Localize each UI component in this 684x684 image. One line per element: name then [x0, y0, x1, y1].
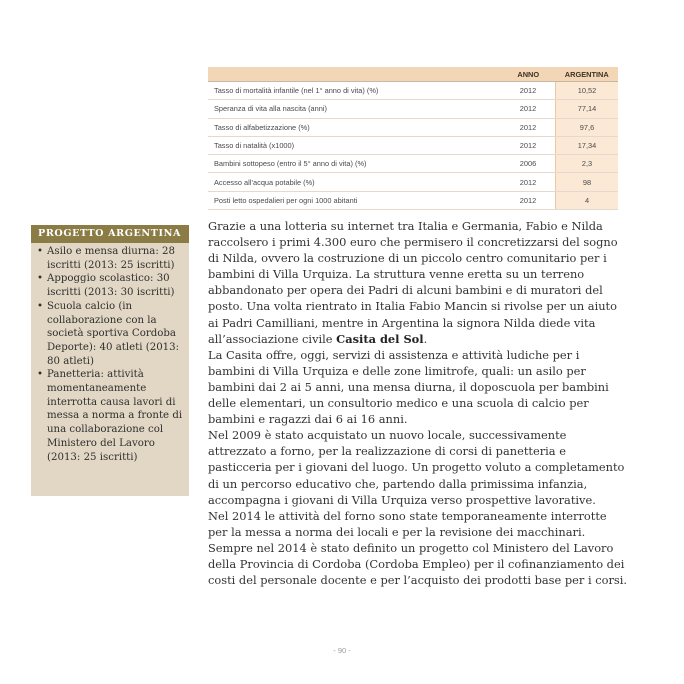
paragraph-ministry: Sempre nel 2014 è stato definito un progetto col Ministero del Lavoro della Provincia di Cordoba (Cordoba Empleo) per il cofinanziamento dei costi del personale docente e per l’acquisto dei prodotti base per i corsi.	[208, 540, 628, 588]
list-item-text: Asilo e mensa diurna: 28 iscritti (2013: 25 iscritti)	[47, 246, 176, 271]
paragraph-intro-end: .	[423, 331, 428, 346]
indicator-cell: Bambini sottopeso (entro il 5° anno di vita) (%)	[208, 155, 501, 173]
year-cell: 2012	[501, 118, 556, 136]
value-cell: 10,52	[556, 82, 619, 100]
value-cell: 97,6	[556, 118, 619, 136]
sidebar-title: PROGETTO ARGENTINA	[31, 225, 189, 243]
value-cell: 17,34	[556, 136, 619, 154]
sidebar-list	[37, 245, 187, 464]
header-indicator	[208, 67, 501, 82]
bullet-icon: •	[37, 369, 44, 381]
indicator-cell: Tasso di natalità (x1000)	[208, 136, 501, 154]
main-article	[208, 218, 628, 588]
statistics-table	[208, 67, 618, 210]
value-cell: 77,14	[556, 100, 619, 118]
indicator-cell: Posti letto ospedalieri per ogni 1000 abitanti	[208, 191, 501, 209]
bullet-icon: •	[37, 300, 44, 312]
list-item-text: Panetteria: attività momentaneamente interrotta causa lavori di messa a norma a fronte di una collaborazione col Ministero del Lavoro (2013: 25 iscritti)	[47, 369, 183, 463]
year-cell: 2012	[501, 136, 556, 154]
year-cell: 2012	[501, 191, 556, 209]
table-row	[208, 136, 618, 154]
list-item	[37, 300, 187, 369]
year-cell: 2012	[501, 82, 556, 100]
year-cell: 2012	[501, 173, 556, 191]
indicator-cell: Speranza di vita alla nascita (anni)	[208, 100, 501, 118]
table-row	[208, 118, 618, 136]
indicator-cell: Accesso all’acqua potabile (%)	[208, 173, 501, 191]
indicator-cell: Tasso di mortalità infantile (nel 1° anno di vita) (%)	[208, 82, 501, 100]
year-cell: 2006	[501, 155, 556, 173]
table-row	[208, 82, 618, 100]
list-item-text: Appoggio scolastico: 30 iscritti (2013: 30 iscritti)	[47, 273, 175, 299]
paragraph-intro-text: Grazie a una lotteria su internet tra Italia e Germania, Fabio e Nilda raccolsero i primi 4.300 euro che permisero il concretizzarsi del sogno di Nilda, ovvero la costruzione di un piccolo centro comunitario per i bambini di Villa Urquiza. La struttura venne eretta su un terreno abbandonato per opera dei Padri di alcuni bambini e di muratori del posto. Una volta rientrato in Italia Fabio Mancin si rivolse per un aiuto ai Padri Camilliani, mentre in Argentina la signora Nilda diede vita all’associazione civile	[208, 219, 618, 346]
table-header	[208, 67, 618, 82]
list-item	[37, 245, 187, 272]
bullet-icon: •	[37, 273, 44, 285]
table-row	[208, 191, 618, 209]
table-row	[208, 100, 618, 118]
value-cell: 2,3	[556, 155, 619, 173]
paragraph-interruption: Nel 2014 le attività del forno sono state temporaneamente interrotte per la messa a norma dei locali e per la revisione dei macchinari.	[208, 508, 607, 539]
indicator-cell: Tasso di alfabetizzazione (%)	[208, 118, 501, 136]
value-cell: 4	[556, 191, 619, 209]
page-number: - 90 -	[333, 646, 351, 655]
paragraph-intro	[208, 218, 628, 347]
header-year: ANNO	[501, 67, 556, 82]
table-row	[208, 173, 618, 191]
table-row	[208, 155, 618, 173]
paragraph-services: La Casita offre, oggi, servizi di assistenza e attività ludiche per i bambini di Villa Urquiza e delle zone limitrofe, quali: un asilo per bambini dai 2 ai 5 anni, una mensa diurna, il doposcuola per bambini delle elementari, un consultorio medico e una scuola di calcio per bambini e ragazzi dai 6 ai 16 anni.	[208, 347, 609, 427]
association-name: Casita del Sol	[336, 331, 424, 346]
bullet-icon: •	[37, 246, 44, 257]
year-cell: 2012	[501, 100, 556, 118]
project-sidebar	[31, 225, 189, 496]
paragraph-bakery: Nel 2009 è stato acquistato un nuovo locale, successivamente attrezzato a forno, per la realizzazione di corsi di panetteria e pasticceria per i giovani del luogo. Un progetto voluto a completamento di un percorso educativo che, partendo dalla primissima infanzia, accompagna i giovani di Villa Urquiza verso prospettive lavorative.	[208, 428, 625, 507]
list-item	[37, 368, 187, 464]
value-cell: 98	[556, 173, 619, 191]
list-item	[37, 272, 187, 299]
header-argentina: ARGENTINA	[556, 67, 619, 82]
list-item-text: Scuola calcio (in collaborazione con la società sportiva Cordoba Deporte): 40 atleti (2013: 80 atleti)	[47, 300, 180, 367]
